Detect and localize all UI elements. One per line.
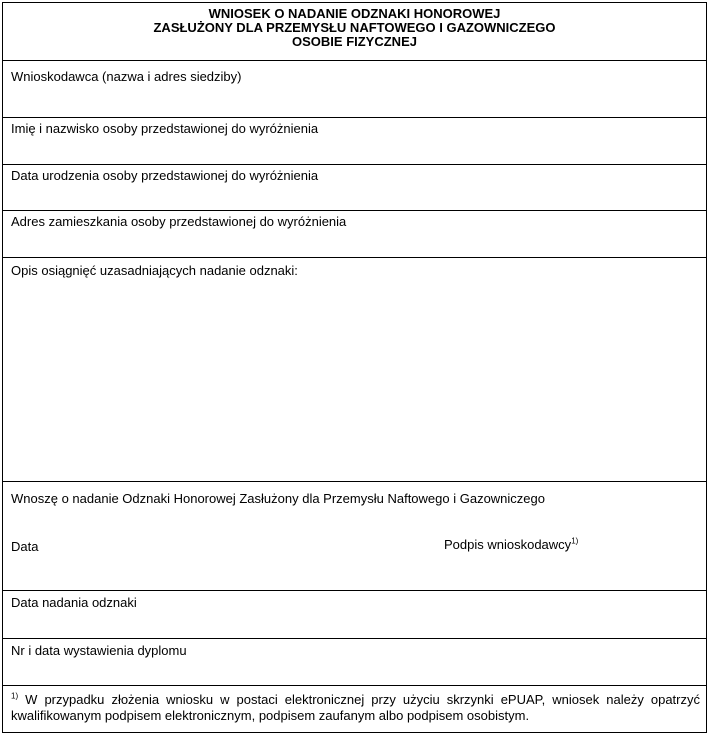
applicant-label: Wnioskodawca (nazwa i adres siedziby)	[11, 69, 242, 84]
request-signature-section	[3, 482, 706, 591]
date-label: Data	[11, 539, 39, 554]
footnote-text: W przypadku złożenia wniosku w postaci elektronicznej przy użyciu skrzynki ePUAP, wniosek należy opatrzyć kwalifikowanym podpisem elektronicznym, podpisem zaufanym albo podpisem osobistym.	[11, 692, 700, 723]
award-date-label: Data nadania odznaki	[11, 595, 137, 610]
achievements-label: Opis osiągnięć uzasadniających nadanie odznaki:	[11, 263, 298, 278]
footnote-section	[3, 686, 706, 734]
birth-date-field[interactable]	[3, 165, 706, 211]
footnote	[11, 692, 700, 724]
signature-label-wrap	[444, 537, 578, 552]
diploma-label: Nr i data wystawienia dyplomu	[11, 643, 187, 658]
name-field[interactable]	[3, 118, 706, 165]
award-date-field[interactable]	[3, 591, 706, 639]
signature-footnote-mark: 1)	[571, 536, 579, 546]
name-label: Imię i nazwisko osoby przedstawionej do wyróżnienia	[11, 121, 319, 136]
footnote-mark: 1)	[11, 691, 19, 701]
form-title	[3, 3, 706, 49]
request-statement: Wnoszę o nadanie Odznaki Honorowej Zasłużony dla Przemysłu Naftowego i Gazowniczego	[11, 491, 545, 506]
form-header	[3, 3, 706, 61]
title-line-2: ZASŁUŻONY DLA PRZEMYSŁU NAFTOWEGO I GAZOWNICZEGO	[153, 20, 556, 35]
address-label: Adres zamieszkania osoby przedstawionej do wyróżnienia	[11, 214, 347, 229]
applicant-field[interactable]	[3, 61, 706, 118]
achievements-field[interactable]	[3, 258, 706, 482]
birth-date-label: Data urodzenia osoby przedstawionej do wyróżnienia	[11, 168, 319, 183]
title-line-3: OSOBIE FIZYCZNEJ	[292, 34, 417, 49]
signature-label: Podpis wnioskodawcy	[444, 537, 572, 552]
application-form	[2, 2, 707, 733]
diploma-field[interactable]	[3, 639, 706, 686]
title-line-1: WNIOSEK O NADANIE ODZNAKI HONOROWEJ	[208, 6, 501, 21]
address-field[interactable]	[3, 211, 706, 258]
